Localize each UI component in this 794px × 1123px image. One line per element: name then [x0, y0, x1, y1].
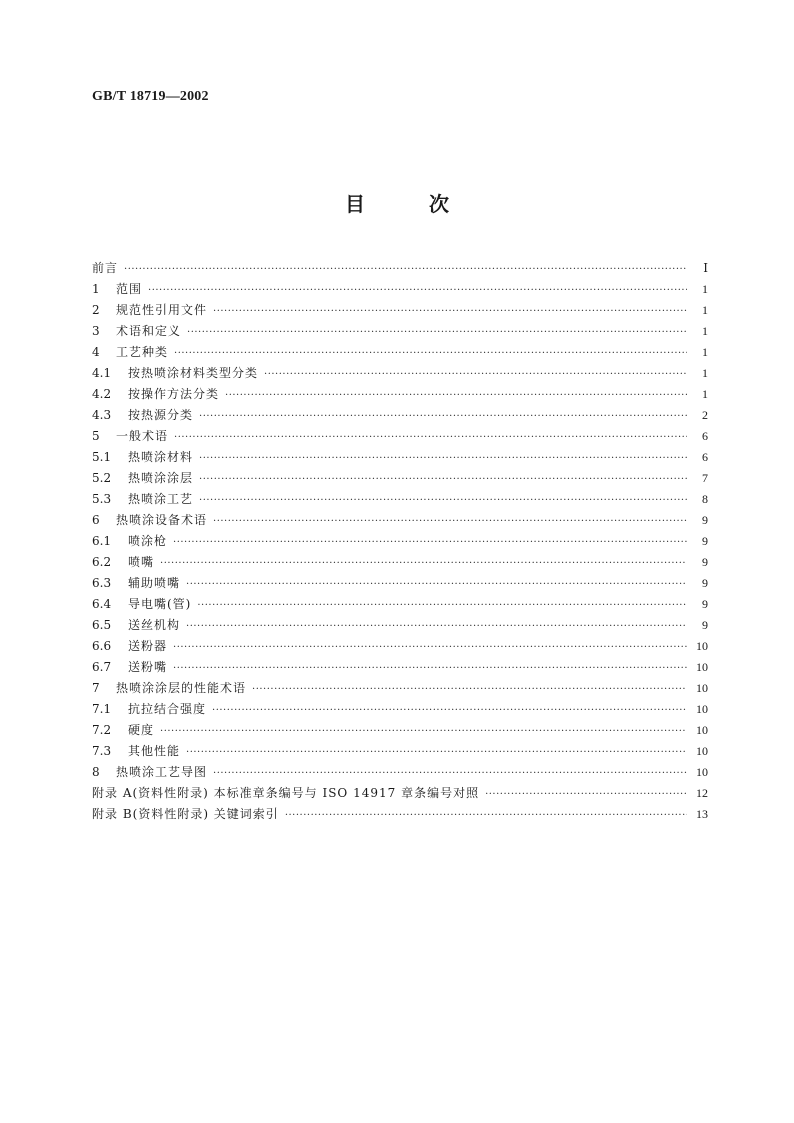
toc-entry-number: 6.6 [92, 639, 112, 653]
toc-leader-dots [148, 280, 687, 301]
toc-title-char: 目 [345, 192, 365, 216]
toc-leader-dots [213, 511, 687, 532]
toc-entry-number: 6.3 [92, 576, 112, 590]
toc-entry-label [92, 405, 193, 426]
toc-entry-page: 2 [702, 408, 708, 422]
toc-entry-page: 10 [696, 681, 708, 695]
toc-entry[interactable] [92, 342, 708, 363]
toc-entry-number: 7.2 [92, 723, 112, 737]
toc-entry[interactable] [92, 279, 708, 300]
toc-entry-title: 按热喷涂材料类型分类 [128, 366, 259, 380]
toc-entry-number: 6.2 [92, 555, 112, 569]
toc-entry-title: 范围 [116, 282, 143, 296]
toc-entry-title: 送粉嘴 [128, 660, 168, 674]
toc-entry-title: 其他性能 [128, 744, 181, 758]
toc-leader-dots [187, 322, 687, 343]
toc-entry-number: 4 [92, 345, 100, 359]
toc-leader-dots [160, 553, 687, 574]
toc-entry-title: 喷嘴 [128, 555, 155, 569]
toc-entry[interactable] [92, 594, 708, 615]
toc-entry-number: 6.7 [92, 660, 112, 674]
toc-entry-title: 导电嘴(管) [128, 597, 192, 611]
toc-leader-dots [285, 805, 687, 826]
toc-entry-page: 1 [702, 324, 708, 338]
toc-entry-label [92, 300, 207, 321]
toc-entry-label [92, 426, 168, 447]
toc-entry-label [92, 363, 258, 384]
toc-entry[interactable] [92, 468, 708, 489]
toc-entry[interactable] [92, 321, 708, 342]
toc-entry[interactable] [92, 657, 708, 678]
toc-entry[interactable] [92, 678, 708, 699]
toc-entry-title: 附录 B(资料性附录) 关键词索引 [92, 807, 279, 821]
toc-entry[interactable] [92, 384, 708, 405]
toc-entry-page: 7 [702, 471, 708, 485]
toc-entry-page: 1 [702, 282, 708, 296]
toc-entry-number: 7.1 [92, 702, 112, 716]
toc-entry-label [92, 468, 193, 489]
toc-entry[interactable] [92, 783, 708, 804]
toc-entry-label [92, 510, 207, 531]
toc-entry-page: 10 [696, 765, 708, 779]
toc-entry-title: 附录 A(资料性附录) 本标准章条编号与 ISO 14917 章条编号对照 [92, 786, 480, 800]
toc-entry-title: 按热源分类 [128, 408, 194, 422]
toc-entry-label [92, 447, 193, 468]
toc-entry-page: 9 [702, 618, 708, 632]
toc-entry-title: 一般术语 [116, 429, 169, 443]
toc-entry[interactable] [92, 636, 708, 657]
toc-entry-page: 9 [702, 513, 708, 527]
toc-entry-number: 6.4 [92, 597, 112, 611]
toc-leader-dots [160, 721, 687, 742]
toc-leader-dots [213, 301, 687, 322]
toc-leader-dots [199, 448, 687, 469]
toc-entry-page: 13 [696, 807, 708, 821]
toc-entry-page: 10 [696, 744, 708, 758]
toc-entry-label [92, 615, 180, 636]
toc-entry-page: Ⅰ [703, 261, 708, 275]
toc-entry[interactable] [92, 762, 708, 783]
toc-entry-label [92, 636, 167, 657]
toc-entry-number: 4.1 [92, 366, 112, 380]
toc-entry-title: 热喷涂设备术语 [116, 513, 208, 527]
toc-entry-label [92, 531, 167, 552]
toc-entry-page: 1 [702, 366, 708, 380]
toc-entry-page: 10 [696, 702, 708, 716]
toc-entry[interactable] [92, 615, 708, 636]
toc-entry-number: 1 [92, 282, 100, 296]
toc-entry[interactable] [92, 699, 708, 720]
toc-entry[interactable] [92, 489, 708, 510]
toc-entry-number: 8 [92, 765, 100, 779]
toc-entry-number: 6 [92, 513, 100, 527]
toc-title [0, 188, 794, 217]
toc-entry[interactable] [92, 405, 708, 426]
toc-entry-label [92, 489, 193, 510]
toc-entry-label [92, 720, 154, 741]
toc-entry-number: 4.3 [92, 408, 112, 422]
toc-entry-label [92, 594, 191, 615]
toc-entry-label [92, 342, 168, 363]
toc-leader-dots [173, 658, 687, 679]
toc-entry-title: 前言 [92, 261, 119, 275]
toc-entry-number: 6.1 [92, 534, 112, 548]
toc-entry-label [92, 762, 207, 783]
toc-entry-number: 3 [92, 324, 100, 338]
toc-entry-label [92, 384, 219, 405]
toc-entry-number: 2 [92, 303, 100, 317]
toc-entry-number: 4.2 [92, 387, 112, 401]
toc-leader-dots [174, 343, 687, 364]
toc-entry-page: 6 [702, 429, 708, 443]
toc-entry[interactable] [92, 426, 708, 447]
toc-entry[interactable] [92, 300, 708, 321]
toc-entry-title: 工艺种类 [116, 345, 169, 359]
toc-entry-label [92, 552, 154, 573]
toc-entry-title: 送粉器 [128, 639, 168, 653]
toc-entry-number: 5.2 [92, 471, 112, 485]
toc-leader-dots [186, 616, 687, 637]
toc-entry-page: 9 [702, 597, 708, 611]
toc-entry-page: 10 [696, 639, 708, 653]
toc-entry-title: 送丝机构 [128, 618, 181, 632]
toc-entry-label [92, 678, 246, 699]
toc-entry-page: 8 [702, 492, 708, 506]
toc-entry-title: 热喷涂工艺导图 [116, 765, 208, 779]
toc-entry-number: 5.3 [92, 492, 112, 506]
toc-entry[interactable] [92, 510, 708, 531]
toc-leader-dots [264, 364, 687, 385]
toc-entry-page: 6 [702, 450, 708, 464]
toc-leader-dots [186, 742, 687, 763]
toc-entry-label [92, 321, 181, 342]
toc-entry-number: 7.3 [92, 744, 112, 758]
toc-entry-title: 辅助喷嘴 [128, 576, 181, 590]
toc-entry[interactable] [92, 258, 708, 279]
toc-entry-page: 10 [696, 660, 708, 674]
toc-entry-title: 规范性引用文件 [116, 303, 208, 317]
toc-entry-page: 1 [702, 345, 708, 359]
toc-entry[interactable] [92, 531, 708, 552]
toc-leader-dots [124, 259, 687, 280]
toc-entry-label [92, 573, 180, 594]
toc-leader-dots [225, 385, 687, 406]
toc-leader-dots [199, 406, 687, 427]
toc-entry-page: 9 [702, 534, 708, 548]
toc-entry-title: 按操作方法分类 [128, 387, 220, 401]
toc-entry-label [92, 279, 142, 300]
toc-entry-page: 10 [696, 723, 708, 737]
toc-entry[interactable] [92, 741, 708, 762]
toc-entry-page: 9 [702, 555, 708, 569]
toc-entry-label [92, 699, 206, 720]
toc-entry[interactable] [92, 552, 708, 573]
toc-entry-title: 术语和定义 [116, 324, 182, 338]
toc-entry-title: 抗拉结合强度 [128, 702, 207, 716]
toc-leader-dots [213, 763, 687, 784]
toc-entry-title: 硬度 [128, 723, 155, 737]
toc-entry-number: 5.1 [92, 450, 112, 464]
toc-leader-dots [199, 490, 687, 511]
toc-leader-dots [199, 469, 687, 490]
toc-entry[interactable] [92, 363, 708, 384]
toc-entry-label [92, 657, 167, 678]
toc-entry[interactable] [92, 804, 708, 825]
toc-entry[interactable] [92, 573, 708, 594]
toc-leader-dots [186, 574, 687, 595]
toc-leader-dots [485, 784, 687, 805]
toc-leader-dots [173, 532, 687, 553]
toc-title-char: 次 [429, 192, 449, 216]
toc-leader-dots [252, 679, 687, 700]
toc-entry-title: 热喷涂涂层 [128, 471, 194, 485]
toc-entry-title: 热喷涂涂层的性能术语 [116, 681, 247, 695]
toc-entry-title: 热喷涂工艺 [128, 492, 194, 506]
toc-leader-dots [173, 637, 687, 658]
toc-entry-label [92, 804, 279, 825]
standard-code: GB/T 18719—2002 [92, 89, 209, 104]
toc-leader-dots [197, 595, 687, 616]
toc-list [92, 258, 708, 825]
toc-leader-dots [174, 427, 687, 448]
toc-entry-label [92, 741, 180, 762]
toc-entry-number: 6.5 [92, 618, 112, 632]
toc-entry-label [92, 258, 118, 279]
toc-entry-title: 热喷涂材料 [128, 450, 194, 464]
toc-entry-number: 5 [92, 429, 100, 443]
toc-entry-page: 1 [702, 387, 708, 401]
toc-entry[interactable] [92, 447, 708, 468]
toc-entry-number: 7 [92, 681, 100, 695]
toc-entry-page: 1 [702, 303, 708, 317]
toc-entry-page: 9 [702, 576, 708, 590]
toc-entry-title: 喷涂枪 [128, 534, 168, 548]
toc-entry-label [92, 783, 479, 804]
toc-leader-dots [212, 700, 687, 721]
toc-entry[interactable] [92, 720, 708, 741]
toc-entry-page: 12 [696, 786, 708, 800]
